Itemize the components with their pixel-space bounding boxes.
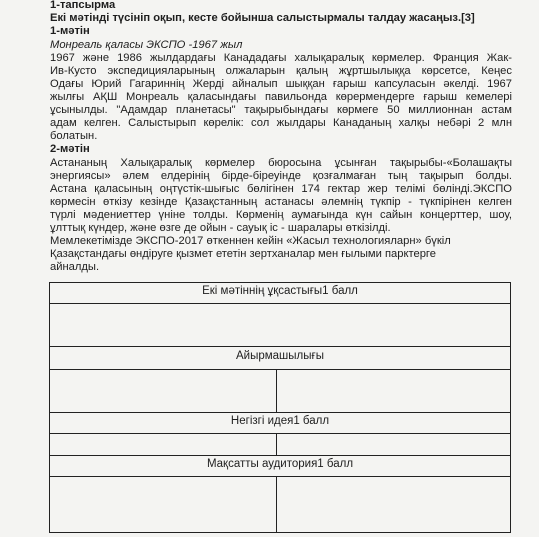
audience-text2-cell[interactable] [277,477,510,532]
table-divider [50,412,510,413]
text1-line: Одағы Юрий Гагариннің Жерді айналып шыққан ғарыш капсуласын әкелді. 1967 [50,78,512,90]
text1-line: болатын. [50,130,98,142]
text1-line: Ив-Кусто экспедицияларының олжаларын қалың жұртшылыққа көрсетсе, Кеңес [50,65,512,77]
table-column-divider [276,370,277,412]
table-column-divider [276,477,277,532]
text1-line: ұсынылды. "Адамдар планетасы" тақырыбындағы көрмеге 50 миллионнан астам [50,104,512,116]
similarity-answer-cell[interactable] [50,304,510,346]
text2-line: айналды. [50,261,100,273]
text1-heading: 1-мәтін [50,25,90,37]
text1-line: 1967 және 1986 жылдардағы Канададағы халықаралық көрмелер. Франция Жак- [50,52,512,64]
text1-line: жылғы АҚШ Монреаль қаласындағы павильонда көрермендерге ғарыш кемелері [50,91,512,103]
task-label: 1-тапсырма [50,0,116,11]
table-header-main-idea: Негізгі идея1 балл [230,415,330,427]
text2-line: энергиясы» әлем елдерінің бірде-біреуінде қозғалмаған тың тақырып болды. [50,170,512,182]
audience-text1-cell[interactable] [50,477,276,532]
table-column-divider [276,434,277,455]
table-divider [50,346,510,347]
text2-line: Мемлекетімізде ЭКСПО-2017 өткеннен кейін «Жасыл технологияларн» бүкіл [50,235,451,247]
text2-line: түрлі мәдениеттер үніне толды. Көрменің аумағында күн сайын концерттер, шоу, [50,209,512,221]
text1-line: адам келген. Салыстырып көрелік: сол жылдары Канаданың халқы небәрі 2 млн [50,117,512,129]
table-header-audience: Мақсатты аудитория1 балл [206,458,354,470]
main-idea-text2-cell[interactable] [277,434,510,455]
comparison-table [49,282,511,533]
text2-line: Астана қаласының оңтүстік-шығыс бөлігінен 174 гектар жер телімі бөлінді.ЭКСПО [50,183,512,195]
text2-line: ұлттық күндер, және өзге де ойын - сауық іс - шаралары өткізілді. [50,222,391,234]
difference-text1-cell[interactable] [50,370,276,412]
difference-text2-cell[interactable] [277,370,510,412]
text2-line: Қазақстандағы өндіруге қызмет ететін зертханалар мен ғылыми парктерге [50,248,436,260]
task-instruction: Екі мәтінді түсініп оқып, кесте бойынша салыстырмалы талдау жасаңыз.[3] [50,12,475,24]
table-divider [50,455,510,456]
main-idea-text1-cell[interactable] [50,434,276,455]
table-header-similarity: Екі мәтіннің ұқсастығы1 балл [202,285,358,297]
text2-line: Астананың Халықаралық көрмелер бюросына ұсынған тақырыбы-«Болашақты [50,157,512,169]
text1-subtitle: Монреаль қаласы ЭКСПО -1967 жыл [50,39,243,51]
text2-heading: 2-мәтін [50,143,90,155]
text2-line: көрмесін өткізу кезінде Қазақстанның астанасы әлемнің түкпір - түкпірінен келген [50,196,512,208]
table-header-difference: Айырмашылығы [236,350,324,362]
